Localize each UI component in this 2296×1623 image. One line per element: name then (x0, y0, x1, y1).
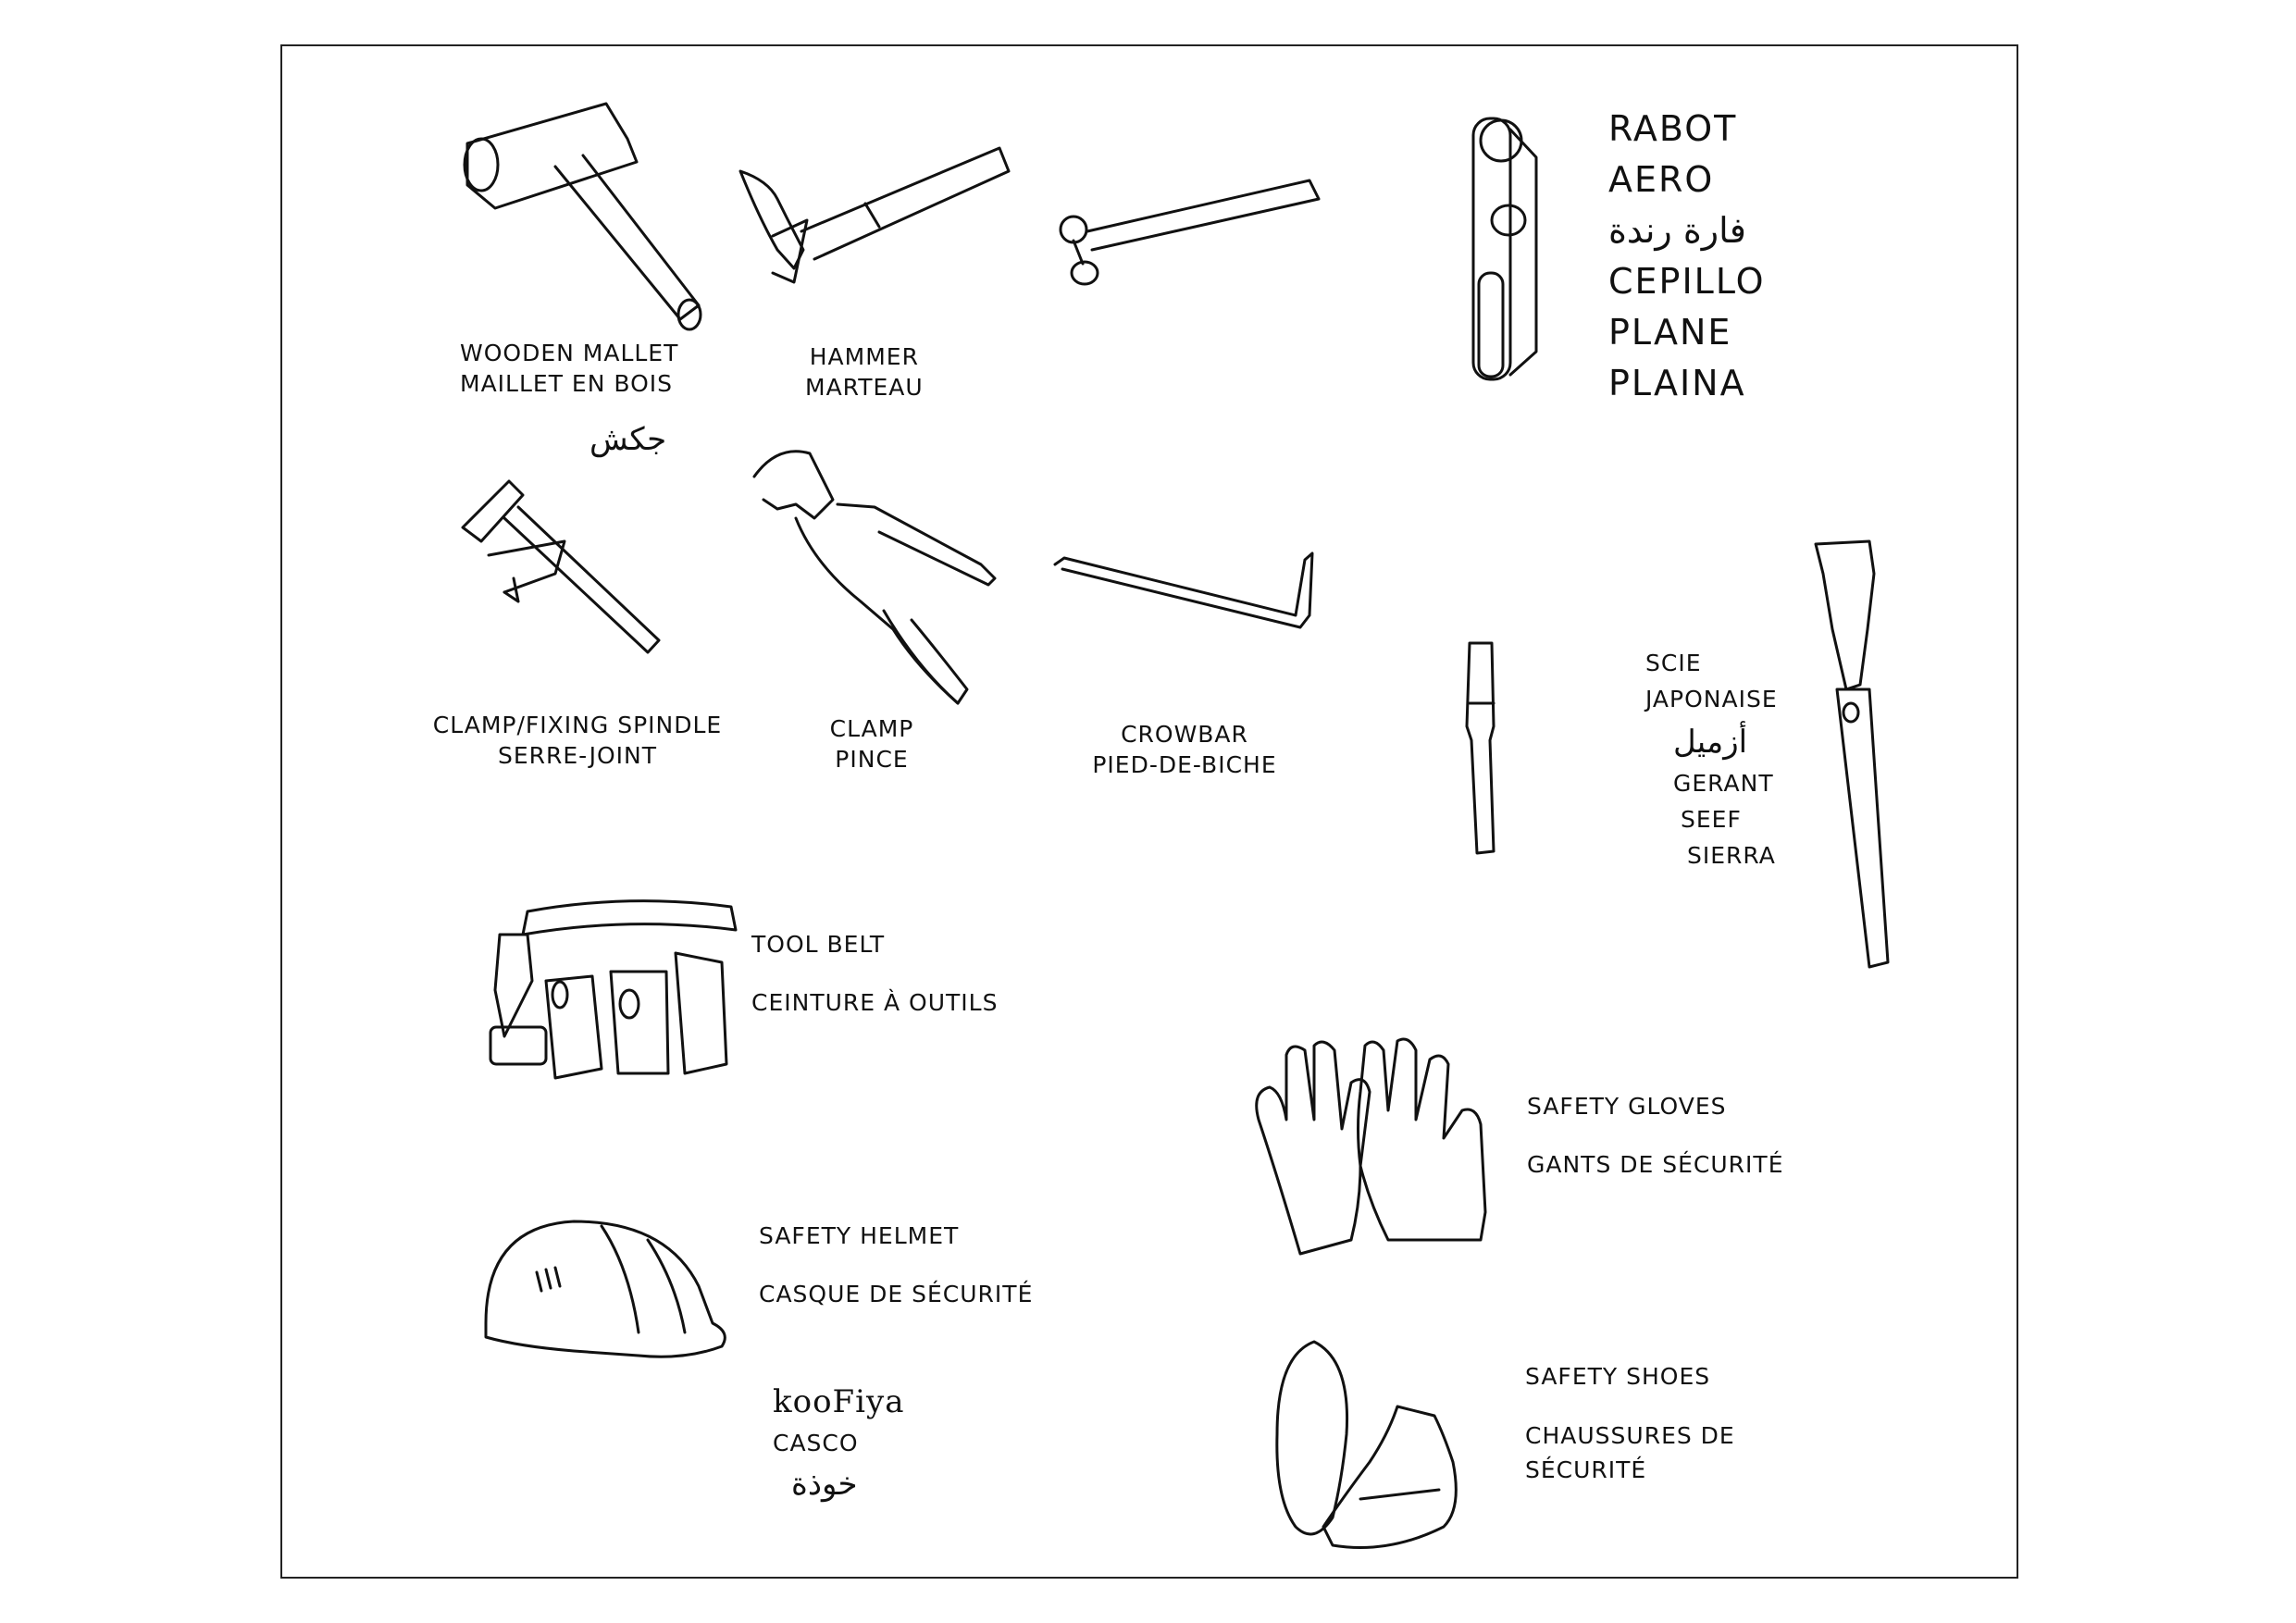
safety-shoes-en: SAFETY SHOES (1525, 1363, 1711, 1390)
safety-shoes-label (1525, 1360, 1738, 1487)
helmet-extra-1: kooFiya (773, 1383, 905, 1420)
safety-gloves-fr: GANTS DE SÉCURITÉ (1527, 1150, 1784, 1178)
clamp-pliers-en: CLAMP (829, 715, 914, 742)
japanese-saw-icon (1816, 541, 1888, 967)
hand-plane-icon (1473, 118, 1536, 379)
tool-belt-en: TOOL BELT (751, 931, 886, 958)
saw-line-1: SCIE (1645, 650, 1702, 676)
chisel-icon (1467, 643, 1494, 853)
crowbar-icon (1055, 553, 1312, 627)
saw-line-2: JAPONAISE (1645, 685, 1778, 712)
crowbar-fr: PIED-DE-BICHE (1092, 750, 1277, 778)
wooden-mallet-fr: MAILLET EN BOIS (460, 369, 673, 397)
plane-line-4: CEPILLO (1608, 261, 1766, 303)
crowbar-en: CROWBAR (1121, 721, 1248, 748)
safety-helmet-fr: CASQUE DE SÉCURITÉ (759, 1280, 1034, 1307)
plane-line-6: PLAINA (1608, 363, 1746, 404)
safety-shoes-fr: CHAUSSURES DE SÉCURITÉ (1525, 1422, 1735, 1483)
saw-line-5: SEEF (1681, 805, 1742, 833)
clamp-spindle-label (429, 711, 726, 771)
hammer-label (805, 342, 924, 403)
clamp-pliers-label (825, 714, 918, 774)
wooden-mallet-label (460, 339, 678, 460)
tool-belt-icon (490, 901, 736, 1078)
safety-gloves-en: SAFETY GLOVES (1527, 1093, 1727, 1120)
hammer-fr: MARTEAU (805, 373, 924, 401)
hammer-icon (740, 148, 1009, 282)
helmet-extra-2: CASCO (773, 1430, 859, 1456)
tool-belt-label (751, 916, 998, 1032)
ball-peen-hammer-icon (1061, 180, 1319, 284)
plane-line-3: فارة رندة (1608, 210, 1746, 252)
bar-clamp-icon (463, 481, 659, 652)
safety-gloves-label (1527, 1078, 1784, 1194)
crowbar-label (1074, 720, 1296, 780)
saw-line-3: أزميل (1673, 723, 1748, 761)
plane-label (1608, 104, 1766, 410)
wooden-mallet-ar: جكش (590, 421, 667, 458)
plane-line-1: RABOT (1608, 108, 1738, 149)
plane-line-2: AERO (1608, 159, 1715, 201)
safety-helmet-label (759, 1208, 1033, 1323)
safety-gloves-icon (1257, 1039, 1485, 1254)
pliers-icon (754, 452, 995, 703)
safety-helmet-extra (773, 1379, 905, 1508)
saw-line-6: SIERRA (1687, 841, 1776, 869)
safety-helmet-en: SAFETY HELMET (759, 1222, 960, 1249)
clamp-spindle-en: CLAMP/FIXING SPINDLE (432, 712, 723, 738)
wooden-mallet-icon (465, 104, 701, 329)
hammer-en: HAMMER (809, 343, 919, 370)
japanese-saw-label (1645, 646, 1778, 873)
wooden-mallet-en: WOODEN MALLET (460, 340, 679, 366)
plane-line-5: PLANE (1608, 312, 1732, 353)
tool-belt-fr: CEINTURE À OUTILS (751, 988, 999, 1016)
safety-shoes-icon (1277, 1342, 1457, 1548)
helmet-extra-3: خوذة (791, 1465, 858, 1503)
clamp-pliers-fr: PINCE (835, 745, 909, 773)
safety-helmet-icon (486, 1221, 725, 1357)
clamp-spindle-fr: SERRE-JOINT (497, 741, 657, 769)
saw-line-4: GERANT (1673, 770, 1774, 798)
